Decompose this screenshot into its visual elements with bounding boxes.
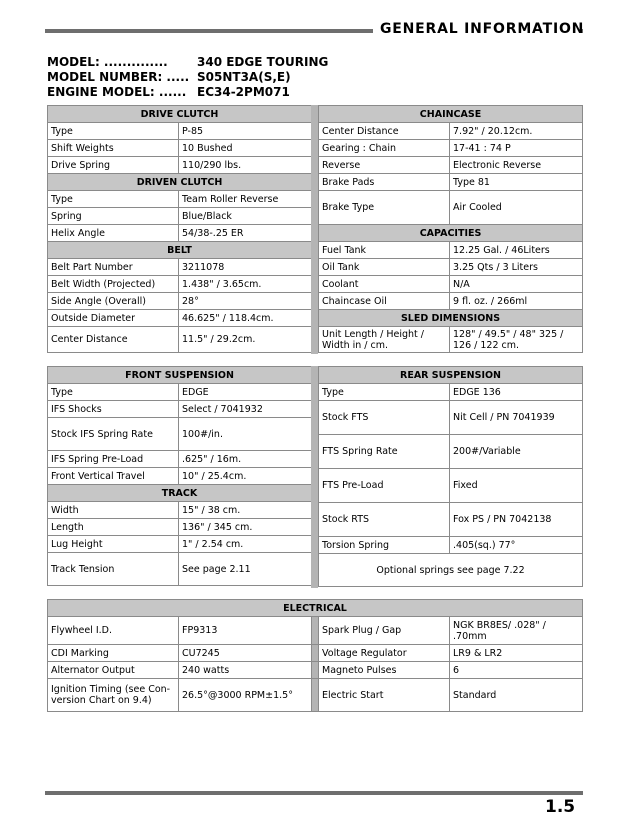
section-heading: DRIVEN CLUTCH xyxy=(48,174,312,191)
spec-label: Track Tension xyxy=(48,553,179,586)
spec-label: Gearing : Chain xyxy=(319,140,450,157)
column-divider xyxy=(311,105,318,354)
spec-label: Reverse xyxy=(319,157,450,174)
spec-value: 10 Bushed xyxy=(179,140,312,157)
section-heading: DRIVE CLUTCH xyxy=(48,106,312,123)
spec-value: .405(sq.) 77° xyxy=(450,537,583,554)
spec-value: 136" / 345 cm. xyxy=(179,519,312,536)
spec-value: FP9313 xyxy=(179,617,312,645)
spec-label: Belt Width (Projected) xyxy=(48,276,179,293)
model-number-key: MODEL NUMBER: ..... xyxy=(47,70,190,84)
spec-value: CU7245 xyxy=(179,645,312,662)
spec-label: Unit Length / Height / Width in / cm. xyxy=(319,327,450,353)
spec-label: Brake Pads xyxy=(319,174,450,191)
spec-label: Torsion Spring xyxy=(319,537,450,554)
spec-value: Nit Cell / PN 7041939 xyxy=(450,401,583,435)
spec-label: Side Angle (Overall) xyxy=(48,293,179,310)
spec-label: Spark Plug / Gap xyxy=(319,617,450,645)
spec-label: Center Distance xyxy=(48,327,179,353)
spec-label: CDI Marking xyxy=(48,645,179,662)
spec-value: Fixed xyxy=(450,469,583,503)
engine-model-key: ENGINE MODEL: ...... xyxy=(47,85,187,99)
spec-label: Type xyxy=(319,384,450,401)
footer-rule xyxy=(45,791,583,795)
spec-label: Chaincase Oil xyxy=(319,293,450,310)
spec-label: Flywheel I.D. xyxy=(48,617,179,645)
spec-value: 3211078 xyxy=(179,259,312,276)
spec-value: 3.25 Qts / 3 Liters xyxy=(450,259,583,276)
spec-label: Electric Start xyxy=(319,679,450,712)
spec-value: Type 81 xyxy=(450,174,583,191)
spec-value: 46.625" / 118.4cm. xyxy=(179,310,312,327)
spec-value: 10" / 25.4cm. xyxy=(179,468,312,485)
model-key: MODEL: .............. xyxy=(47,55,168,69)
clutch-belt-table xyxy=(47,105,312,353)
chaincase-capacities-table xyxy=(318,105,583,353)
spec-label: Helix Angle xyxy=(48,225,179,242)
spec-value: 11.5" / 29.2cm. xyxy=(179,327,312,353)
column-divider xyxy=(311,366,318,588)
model-line xyxy=(47,54,328,70)
spec-value: Fox PS / PN 7042138 xyxy=(450,503,583,537)
section-heading: ELECTRICAL xyxy=(48,600,583,617)
spec-label: Oil Tank xyxy=(319,259,450,276)
section-heading: BELT xyxy=(48,242,312,259)
section-heading: CAPACITIES xyxy=(319,225,583,242)
spec-value: 28° xyxy=(179,293,312,310)
section-heading: SLED DIMENSIONS xyxy=(319,310,583,327)
spec-label: Width xyxy=(48,502,179,519)
spec-value: N/A xyxy=(450,276,583,293)
section-heading: REAR SUSPENSION xyxy=(319,367,583,384)
spec-value: P-85 xyxy=(179,123,312,140)
spec-label: Type xyxy=(48,191,179,208)
spec-label: Type xyxy=(48,384,179,401)
spec-label: Ignition Timing (see Con-version Chart on 9.4) xyxy=(48,679,179,712)
spec-value: 1" / 2.54 cm. xyxy=(179,536,312,553)
column-divider xyxy=(312,617,319,645)
spec-value: 26.5°@3000 RPM±1.5° xyxy=(179,679,312,712)
section-heading: CHAINCASE xyxy=(319,106,583,123)
spec-value: 12.25 Gal. / 46Liters xyxy=(450,242,583,259)
spec-label: Outside Diameter xyxy=(48,310,179,327)
spec-value: Electronic Reverse xyxy=(450,157,583,174)
spec-label: Type xyxy=(48,123,179,140)
section-heading: FRONT SUSPENSION xyxy=(48,367,312,384)
page-number: 1.5 xyxy=(545,797,576,817)
spec-value: 15" / 38 cm. xyxy=(179,502,312,519)
spec-label: Spring xyxy=(48,208,179,225)
spec-value: 9 fl. oz. / 266ml xyxy=(450,293,583,310)
spec-value: 200#/Variable xyxy=(450,435,583,469)
rear-suspension-table xyxy=(318,366,583,587)
spec-value: Air Cooled xyxy=(450,191,583,225)
spec-value: 54/38-.25 ER xyxy=(179,225,312,242)
spec-value: See page 2.11 xyxy=(179,553,312,586)
spec-value: Blue/Black xyxy=(179,208,312,225)
spec-label: Front Vertical Travel xyxy=(48,468,179,485)
spec-label: Alternator Output xyxy=(48,662,179,679)
column-divider xyxy=(312,679,319,712)
spec-label: Voltage Regulator xyxy=(319,645,450,662)
spec-value: 100#/in. xyxy=(179,418,312,451)
model-number-line xyxy=(47,69,291,85)
spec-label: Center Distance xyxy=(319,123,450,140)
spec-label: Lug Height xyxy=(48,536,179,553)
engine-model-line xyxy=(47,84,290,100)
electrical-table xyxy=(47,599,583,712)
spec-value: 7.92" / 20.12cm. xyxy=(450,123,583,140)
header-rule xyxy=(45,29,373,33)
spec-label: Brake Type xyxy=(319,191,450,225)
spec-label: FTS Pre-Load xyxy=(319,469,450,503)
spec-label: Drive Spring xyxy=(48,157,179,174)
spec-value: 240 watts xyxy=(179,662,312,679)
spec-value: EDGE xyxy=(179,384,312,401)
page-header-title: GENERAL INFORMATION xyxy=(380,21,585,37)
spec-label: Stock IFS Spring Rate xyxy=(48,418,179,451)
spec-label: Fuel Tank xyxy=(319,242,450,259)
spec-label: Magneto Pulses xyxy=(319,662,450,679)
spec-value: Team Roller Reverse xyxy=(179,191,312,208)
column-divider xyxy=(312,662,319,679)
front-suspension-track-table xyxy=(47,366,312,586)
spec-label: FTS Spring Rate xyxy=(319,435,450,469)
column-divider xyxy=(312,645,319,662)
spec-value: 17-41 : 74 P xyxy=(450,140,583,157)
spec-value: 6 xyxy=(450,662,583,679)
spec-value: 128" / 49.5" / 48" 325 / 126 / 122 cm. xyxy=(450,327,583,353)
engine-model-value: EC34-2PM071 xyxy=(197,85,290,99)
spec-value: 1.438" / 3.65cm. xyxy=(179,276,312,293)
section-heading: TRACK xyxy=(48,485,312,502)
spec-label: IFS Shocks xyxy=(48,401,179,418)
spec-value: LR9 & LR2 xyxy=(450,645,583,662)
spec-value: Select / 7041932 xyxy=(179,401,312,418)
model-number-value: S05NT3A(S,E) xyxy=(197,70,291,84)
model-value: 340 EDGE TOURING xyxy=(197,55,329,69)
spec-label: Length xyxy=(48,519,179,536)
spec-value: Standard xyxy=(450,679,583,712)
optional-springs-note: Optional springs see page 7.22 xyxy=(319,554,583,587)
spec-label: Stock FTS xyxy=(319,401,450,435)
spec-value: .625" / 16m. xyxy=(179,451,312,468)
spec-label: Shift Weights xyxy=(48,140,179,157)
spec-label: Coolant xyxy=(319,276,450,293)
spec-label: IFS Spring Pre-Load xyxy=(48,451,179,468)
spec-value: EDGE 136 xyxy=(450,384,583,401)
spec-value: NGK BR8ES/ .028" / .70mm xyxy=(450,617,583,645)
spec-label: Stock RTS xyxy=(319,503,450,537)
spec-value: 110/290 lbs. xyxy=(179,157,312,174)
spec-label: Belt Part Number xyxy=(48,259,179,276)
